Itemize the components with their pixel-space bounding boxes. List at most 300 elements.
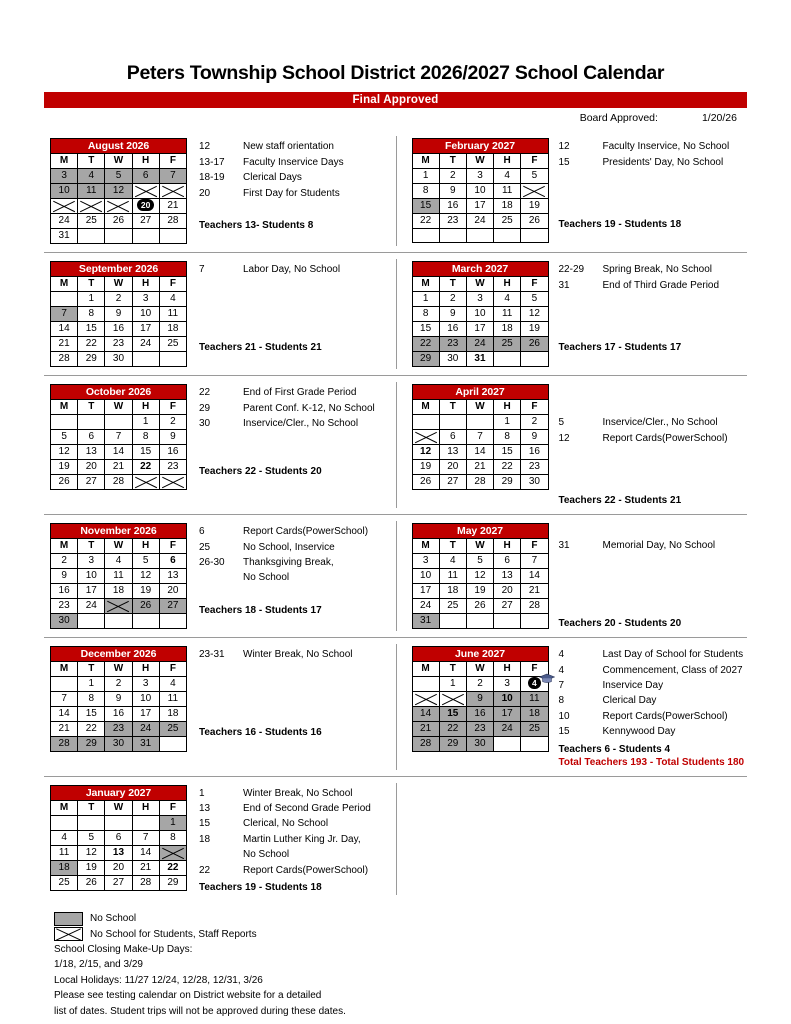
calendar-day-cell[interactable] xyxy=(466,692,493,707)
calendar-day-cell[interactable] xyxy=(159,307,186,322)
calendar-day-cell[interactable] xyxy=(51,352,78,367)
calendar-day-cell[interactable] xyxy=(439,707,466,722)
day-number: 29 xyxy=(85,738,97,750)
calendar-day-cell[interactable] xyxy=(439,430,466,445)
calendar-day-cell[interactable] xyxy=(78,199,105,214)
calendar-day-cell[interactable] xyxy=(51,815,78,830)
calendar-day-cell[interactable] xyxy=(159,322,186,337)
calendar-day-cell[interactable] xyxy=(78,845,105,860)
calendar-day-cell[interactable] xyxy=(132,337,159,352)
calendar-day-cell[interactable] xyxy=(494,199,521,214)
calendar-day-cell[interactable] xyxy=(51,554,78,569)
calendar-day-cell[interactable] xyxy=(132,815,159,830)
calendar-day-cell[interactable] xyxy=(132,430,159,445)
calendar-day-cell[interactable] xyxy=(132,830,159,845)
calendar-day-cell[interactable] xyxy=(494,430,521,445)
calendar-day-cell[interactable] xyxy=(494,292,521,307)
calendar-day-cell[interactable] xyxy=(105,292,132,307)
calendar-day-cell[interactable] xyxy=(105,307,132,322)
calendar-day-cell[interactable] xyxy=(521,307,548,322)
calendar-day-cell[interactable] xyxy=(494,445,521,460)
calendar-day-cell[interactable] xyxy=(51,430,78,445)
day-number: 2 xyxy=(170,416,176,428)
calendar-day-cell[interactable] xyxy=(412,214,439,229)
calendar-day-cell[interactable] xyxy=(439,475,466,490)
calendar-day-cell[interactable] xyxy=(78,322,105,337)
calendar-day-cell[interactable] xyxy=(439,584,466,599)
calendar-day-cell[interactable] xyxy=(51,830,78,845)
calendar-day-cell[interactable] xyxy=(494,214,521,229)
calendar-day-cell[interactable] xyxy=(521,352,548,367)
calendar-day-cell[interactable] xyxy=(494,599,521,614)
calendar-day-cell[interactable] xyxy=(159,737,186,752)
calendar-day-cell[interactable] xyxy=(51,722,78,737)
calendar-day-cell[interactable] xyxy=(494,707,521,722)
calendar-day-cell[interactable] xyxy=(51,415,78,430)
calendar-day-cell[interactable] xyxy=(412,599,439,614)
calendar-day-cell[interactable] xyxy=(132,292,159,307)
calendar-day-cell[interactable] xyxy=(159,707,186,722)
calendar-day-cell[interactable] xyxy=(78,569,105,584)
calendar-day-cell[interactable] xyxy=(439,614,466,629)
dow-header-w: W xyxy=(105,539,132,554)
calendar-day-cell[interactable] xyxy=(466,292,493,307)
calendar-day-cell[interactable] xyxy=(412,184,439,199)
graduation-cap-icon xyxy=(539,673,555,685)
calendar-day-cell[interactable] xyxy=(439,199,466,214)
day-number: 26 xyxy=(528,215,540,227)
calendar-day-cell[interactable] xyxy=(132,475,159,490)
calendar-day-cell[interactable] xyxy=(132,554,159,569)
day-number: 16 xyxy=(112,708,125,720)
calendar-day-cell[interactable] xyxy=(105,475,132,490)
calendar-day-cell[interactable] xyxy=(105,199,132,214)
calendar-day-cell[interactable] xyxy=(159,554,186,569)
calendar-day-cell[interactable] xyxy=(51,184,78,199)
calendar-day-cell[interactable] xyxy=(105,430,132,445)
calendar-day-cell[interactable] xyxy=(521,337,548,352)
calendar-day-cell[interactable] xyxy=(521,430,548,445)
calendar-day-cell[interactable] xyxy=(51,214,78,229)
calendar-day-cell[interactable] xyxy=(132,845,159,860)
month-calendar xyxy=(396,138,549,243)
calendar-day-cell[interactable] xyxy=(51,322,78,337)
calendar-day-cell[interactable] xyxy=(412,707,439,722)
calendar-day-cell[interactable] xyxy=(494,352,521,367)
calendar-day-cell[interactable] xyxy=(466,722,493,737)
calendar-day-cell[interactable] xyxy=(466,737,493,752)
calendar-day-cell[interactable] xyxy=(132,860,159,875)
calendar-day-cell[interactable] xyxy=(159,860,186,875)
calendar-day-cell[interactable] xyxy=(105,460,132,475)
calendar-day-cell[interactable] xyxy=(412,322,439,337)
calendar-day-cell[interactable] xyxy=(159,815,186,830)
calendar-day-cell[interactable] xyxy=(132,569,159,584)
calendar-day-cell[interactable] xyxy=(159,677,186,692)
calendar-day-cell[interactable] xyxy=(78,460,105,475)
calendar-day-cell[interactable] xyxy=(466,229,493,243)
dow-header-m: M xyxy=(51,400,78,415)
day-number: 17 xyxy=(140,708,152,720)
month-events xyxy=(549,261,748,353)
calendar-day-cell[interactable] xyxy=(439,722,466,737)
calendar-day-cell[interactable] xyxy=(51,445,78,460)
calendar-day-cell[interactable] xyxy=(105,599,132,614)
calendar-day-cell[interactable] xyxy=(466,199,493,214)
calendar-day-cell[interactable] xyxy=(439,554,466,569)
calendar-day-cell[interactable] xyxy=(439,352,466,367)
calendar-day-cell[interactable] xyxy=(159,584,186,599)
calendar-day-cell[interactable] xyxy=(412,722,439,737)
calendar-day-cell[interactable] xyxy=(78,184,105,199)
calendar-day-cell[interactable] xyxy=(521,614,548,629)
day-number: 2 xyxy=(531,416,538,428)
calendar-day-cell[interactable] xyxy=(105,337,132,352)
calendar-day-cell[interactable] xyxy=(439,322,466,337)
calendar-day-cell[interactable] xyxy=(105,415,132,430)
calendar-day-cell[interactable] xyxy=(439,599,466,614)
calendar-day-cell[interactable] xyxy=(521,184,548,199)
calendar-day-cell[interactable] xyxy=(439,737,466,752)
calendar-day-cell[interactable] xyxy=(412,569,439,584)
calendar-day-cell[interactable] xyxy=(105,860,132,875)
calendar-day-cell[interactable] xyxy=(132,584,159,599)
calendar-day-cell[interactable] xyxy=(412,445,439,460)
calendar-day-cell[interactable] xyxy=(412,460,439,475)
calendar-day-cell[interactable] xyxy=(466,307,493,322)
calendar-day-cell[interactable] xyxy=(132,460,159,475)
calendar-day-cell[interactable] xyxy=(494,722,521,737)
calendar-day-cell[interactable] xyxy=(105,445,132,460)
calendar-day-cell[interactable] xyxy=(78,337,105,352)
calendar-day-cell[interactable] xyxy=(412,352,439,367)
calendar-day-cell[interactable] xyxy=(105,692,132,707)
calendar-day-cell[interactable] xyxy=(159,569,186,584)
calendar-day-cell[interactable] xyxy=(494,460,521,475)
calendar-day-cell[interactable] xyxy=(159,614,186,629)
calendar-day-cell[interactable] xyxy=(132,599,159,614)
calendar-day-cell[interactable] xyxy=(466,614,493,629)
calendar-day-cell[interactable] xyxy=(494,475,521,490)
calendar-day-cell[interactable] xyxy=(105,722,132,737)
calendar-day-cell[interactable] xyxy=(159,169,186,184)
calendar-day-cell[interactable] xyxy=(132,307,159,322)
calendar-day-cell[interactable] xyxy=(78,584,105,599)
calendar-day-cell[interactable] xyxy=(51,599,78,614)
calendar-day-cell[interactable] xyxy=(132,677,159,692)
calendar-day-cell[interactable] xyxy=(521,460,548,475)
calendar-day-cell[interactable] xyxy=(494,229,521,243)
calendar-day-cell[interactable] xyxy=(105,352,132,367)
calendar-day-cell[interactable] xyxy=(78,292,105,307)
calendar-day-cell[interactable] xyxy=(159,199,186,214)
day-number: 25 xyxy=(85,215,97,227)
calendar-day-cell[interactable] xyxy=(521,554,548,569)
calendar-day-cell[interactable] xyxy=(105,184,132,199)
calendar-day-cell[interactable] xyxy=(466,415,493,430)
calendar-row xyxy=(44,638,747,776)
calendar-day-cell[interactable] xyxy=(439,677,466,692)
calendar-day-cell[interactable] xyxy=(439,692,466,707)
event-text: Clerical Days xyxy=(243,172,302,184)
day-number: 17 xyxy=(474,200,486,212)
calendar-day-cell[interactable] xyxy=(51,199,78,214)
calendar-day-cell[interactable] xyxy=(78,430,105,445)
calendar-day-cell[interactable] xyxy=(132,169,159,184)
calendar-day-cell[interactable] xyxy=(51,292,78,307)
calendar-day-cell[interactable] xyxy=(412,677,439,692)
calendar-day-cell[interactable] xyxy=(494,307,521,322)
calendar-day-cell[interactable] xyxy=(132,184,159,199)
calendar-day-cell[interactable] xyxy=(159,214,186,229)
calendar-day-cell[interactable] xyxy=(466,475,493,490)
calendar-day-cell[interactable] xyxy=(494,322,521,337)
calendar-day-cell[interactable] xyxy=(105,229,132,244)
calendar-day-cell[interactable] xyxy=(105,737,132,752)
calendar-day-cell[interactable] xyxy=(159,445,186,460)
calendar-day-cell[interactable] xyxy=(521,445,548,460)
calendar-day-cell[interactable] xyxy=(439,415,466,430)
calendar-day-cell[interactable] xyxy=(439,169,466,184)
calendar-day-cell[interactable] xyxy=(494,614,521,629)
calendar-day-cell[interactable] xyxy=(78,677,105,692)
calendar-day-cell[interactable] xyxy=(78,815,105,830)
calendar-day-cell[interactable] xyxy=(132,445,159,460)
calendar-day-cell[interactable] xyxy=(51,169,78,184)
day-number: 3 xyxy=(477,170,483,182)
calendar-day-cell[interactable] xyxy=(521,214,548,229)
calendar-day-cell[interactable] xyxy=(51,692,78,707)
calendar-day-cell[interactable] xyxy=(132,722,159,737)
calendar-day-cell[interactable] xyxy=(521,707,548,722)
calendar-day-cell[interactable] xyxy=(521,415,548,430)
calendar-day-cell[interactable] xyxy=(494,692,521,707)
calendar-day-cell[interactable] xyxy=(412,737,439,752)
calendar-day-cell[interactable] xyxy=(159,599,186,614)
calendar-day-cell[interactable] xyxy=(466,322,493,337)
calendar-day-cell[interactable] xyxy=(159,692,186,707)
calendar-day-cell[interactable] xyxy=(521,599,548,614)
calendar-day-cell[interactable] xyxy=(78,875,105,890)
calendar-day-cell[interactable] xyxy=(439,460,466,475)
calendar-day-cell[interactable] xyxy=(105,614,132,629)
calendar-day-cell[interactable] xyxy=(412,292,439,307)
calendar-day-cell[interactable] xyxy=(105,830,132,845)
calendar-day-cell[interactable] xyxy=(159,875,186,890)
calendar-day-cell[interactable] xyxy=(51,845,78,860)
calendar-day-cell[interactable] xyxy=(105,707,132,722)
calendar-day-cell[interactable] xyxy=(412,584,439,599)
calendar-day-cell[interactable] xyxy=(78,722,105,737)
calendar-day-cell[interactable] xyxy=(105,815,132,830)
calendar-day-cell[interactable] xyxy=(521,199,548,214)
month-header: October 2026 xyxy=(51,385,187,400)
calendar-day-cell[interactable] xyxy=(466,569,493,584)
calendar-day-cell[interactable] xyxy=(51,707,78,722)
calendar-day-cell[interactable] xyxy=(159,475,186,490)
calendar-day-cell[interactable] xyxy=(521,677,548,692)
calendar-day-cell[interactable] xyxy=(159,184,186,199)
calendar-day-cell[interactable] xyxy=(412,430,439,445)
calendar-day-cell[interactable] xyxy=(51,737,78,752)
calendar-day-cell[interactable] xyxy=(51,614,78,629)
calendar-day-cell[interactable] xyxy=(105,554,132,569)
calendar-day-cell[interactable] xyxy=(132,199,159,214)
calendar-day-cell[interactable] xyxy=(51,860,78,875)
calendar-day-cell[interactable] xyxy=(132,614,159,629)
calendar-day-cell[interactable] xyxy=(494,584,521,599)
calendar-day-cell[interactable] xyxy=(412,229,439,243)
calendar-day-cell[interactable] xyxy=(105,584,132,599)
calendar-day-cell[interactable] xyxy=(439,292,466,307)
calendar-day-cell[interactable] xyxy=(78,737,105,752)
calendar-day-cell[interactable] xyxy=(159,337,186,352)
event-date: 7 xyxy=(558,680,565,692)
calendar-day-cell[interactable] xyxy=(439,214,466,229)
calendar-day-cell[interactable] xyxy=(51,875,78,890)
calendar-day-cell[interactable] xyxy=(439,229,466,243)
calendar-day-cell[interactable] xyxy=(521,584,548,599)
day-number: 16 xyxy=(167,446,179,458)
calendar-day-cell[interactable] xyxy=(439,445,466,460)
calendar-day-cell[interactable] xyxy=(78,692,105,707)
calendar-day-cell[interactable] xyxy=(51,229,78,244)
calendar-day-cell[interactable] xyxy=(412,307,439,322)
calendar-day-cell[interactable] xyxy=(105,322,132,337)
calendar-day-cell[interactable] xyxy=(412,692,439,707)
day-number: 31 xyxy=(58,230,70,242)
calendar-day-cell[interactable] xyxy=(51,337,78,352)
calendar-day-cell[interactable] xyxy=(159,292,186,307)
calendar-day-cell[interactable] xyxy=(105,569,132,584)
calendar-day-cell[interactable] xyxy=(132,322,159,337)
calendar-day-cell[interactable] xyxy=(466,430,493,445)
calendar-day-cell[interactable] xyxy=(494,677,521,692)
calendar-day-cell[interactable] xyxy=(466,599,493,614)
calendar-day-cell[interactable] xyxy=(132,229,159,244)
calendar-day-cell[interactable] xyxy=(78,475,105,490)
calendar-day-cell[interactable] xyxy=(78,214,105,229)
calendar-day-cell[interactable] xyxy=(466,184,493,199)
calendar-day-cell[interactable] xyxy=(521,692,548,707)
calendar-day-cell[interactable] xyxy=(159,229,186,244)
calendar-day-cell[interactable] xyxy=(78,307,105,322)
calendar-day-cell[interactable] xyxy=(105,169,132,184)
calendar-day-cell[interactable] xyxy=(51,569,78,584)
calendar-day-cell[interactable] xyxy=(466,707,493,722)
calendar-day-cell[interactable] xyxy=(521,229,548,243)
calendar-day-cell[interactable] xyxy=(521,722,548,737)
dow-header-f: F xyxy=(521,277,548,292)
calendar-day-cell[interactable] xyxy=(521,322,548,337)
calendar-day-cell[interactable] xyxy=(494,337,521,352)
calendar-day-cell[interactable] xyxy=(412,475,439,490)
calendar-day-cell[interactable] xyxy=(412,199,439,214)
calendar-day-cell[interactable] xyxy=(159,460,186,475)
calendar-day-cell[interactable] xyxy=(159,415,186,430)
calendar-day-cell[interactable] xyxy=(132,214,159,229)
calendar-day-cell[interactable] xyxy=(105,677,132,692)
calendar-day-cell[interactable] xyxy=(78,445,105,460)
calendar-day-cell[interactable] xyxy=(78,352,105,367)
calendar-day-cell[interactable] xyxy=(132,707,159,722)
calendar-day-cell[interactable] xyxy=(78,830,105,845)
calendar-day-cell[interactable] xyxy=(521,569,548,584)
calendar-day-cell[interactable] xyxy=(466,445,493,460)
calendar-day-cell[interactable] xyxy=(132,875,159,890)
calendar-day-cell[interactable] xyxy=(159,722,186,737)
calendar-day-cell[interactable] xyxy=(494,737,521,752)
calendar-day-cell[interactable] xyxy=(466,584,493,599)
calendar-day-cell[interactable] xyxy=(439,569,466,584)
calendar-day-cell[interactable] xyxy=(132,692,159,707)
calendar-day-cell[interactable] xyxy=(78,229,105,244)
calendar-day-cell[interactable] xyxy=(412,337,439,352)
calendar-day-cell[interactable] xyxy=(78,707,105,722)
calendar-day-cell[interactable] xyxy=(439,307,466,322)
calendar-day-cell[interactable] xyxy=(412,554,439,569)
calendar-day-cell[interactable] xyxy=(494,554,521,569)
calendar-day-cell[interactable] xyxy=(494,569,521,584)
calendar-day-cell[interactable] xyxy=(105,845,132,860)
calendar-day-cell[interactable] xyxy=(494,169,521,184)
calendar-day-cell[interactable] xyxy=(159,352,186,367)
calendar-day-cell[interactable] xyxy=(159,430,186,445)
calendar-day-cell[interactable] xyxy=(159,845,186,860)
calendar-day-cell[interactable] xyxy=(51,677,78,692)
day-number: 21 xyxy=(167,200,179,212)
calendar-day-cell[interactable] xyxy=(132,352,159,367)
calendar-day-cell[interactable] xyxy=(494,415,521,430)
calendar-day-cell[interactable] xyxy=(494,184,521,199)
calendar-day-cell[interactable] xyxy=(78,415,105,430)
event-date: 22-29 xyxy=(558,264,585,276)
calendar-day-cell[interactable] xyxy=(466,554,493,569)
calendar-day-cell[interactable] xyxy=(78,614,105,629)
calendar-day-cell[interactable] xyxy=(521,475,548,490)
calendar-day-cell[interactable] xyxy=(412,614,439,629)
day-number: 19 xyxy=(85,861,97,873)
calendar-day-cell[interactable] xyxy=(78,599,105,614)
calendar-day-cell[interactable] xyxy=(105,214,132,229)
calendar-day-cell[interactable] xyxy=(466,460,493,475)
calendar-day-cell[interactable] xyxy=(132,415,159,430)
calendar-day-cell[interactable] xyxy=(51,307,78,322)
calendar-day-cell[interactable] xyxy=(78,169,105,184)
calendar-day-cell[interactable] xyxy=(521,292,548,307)
calendar-day-cell[interactable] xyxy=(105,875,132,890)
calendar-day-cell[interactable] xyxy=(51,584,78,599)
calendar-day-cell[interactable] xyxy=(159,830,186,845)
calendar-day-cell[interactable] xyxy=(466,337,493,352)
calendar-day-cell[interactable] xyxy=(51,460,78,475)
calendar-day-cell[interactable] xyxy=(466,677,493,692)
calendar-day-cell[interactable] xyxy=(132,737,159,752)
calendar-day-cell[interactable] xyxy=(466,352,493,367)
calendar-day-cell[interactable] xyxy=(439,337,466,352)
calendar-day-cell[interactable] xyxy=(466,169,493,184)
calendar-day-cell[interactable] xyxy=(412,169,439,184)
calendar-day-cell[interactable] xyxy=(51,475,78,490)
day-number: 15 xyxy=(447,708,459,720)
calendar-day-cell[interactable] xyxy=(439,184,466,199)
calendar-day-cell[interactable] xyxy=(78,860,105,875)
calendar-day-cell[interactable] xyxy=(412,415,439,430)
calendar-day-cell[interactable] xyxy=(466,214,493,229)
calendar-day-cell[interactable] xyxy=(521,169,548,184)
calendar-day-cell[interactable] xyxy=(521,737,548,752)
calendar-day-cell[interactable] xyxy=(78,554,105,569)
